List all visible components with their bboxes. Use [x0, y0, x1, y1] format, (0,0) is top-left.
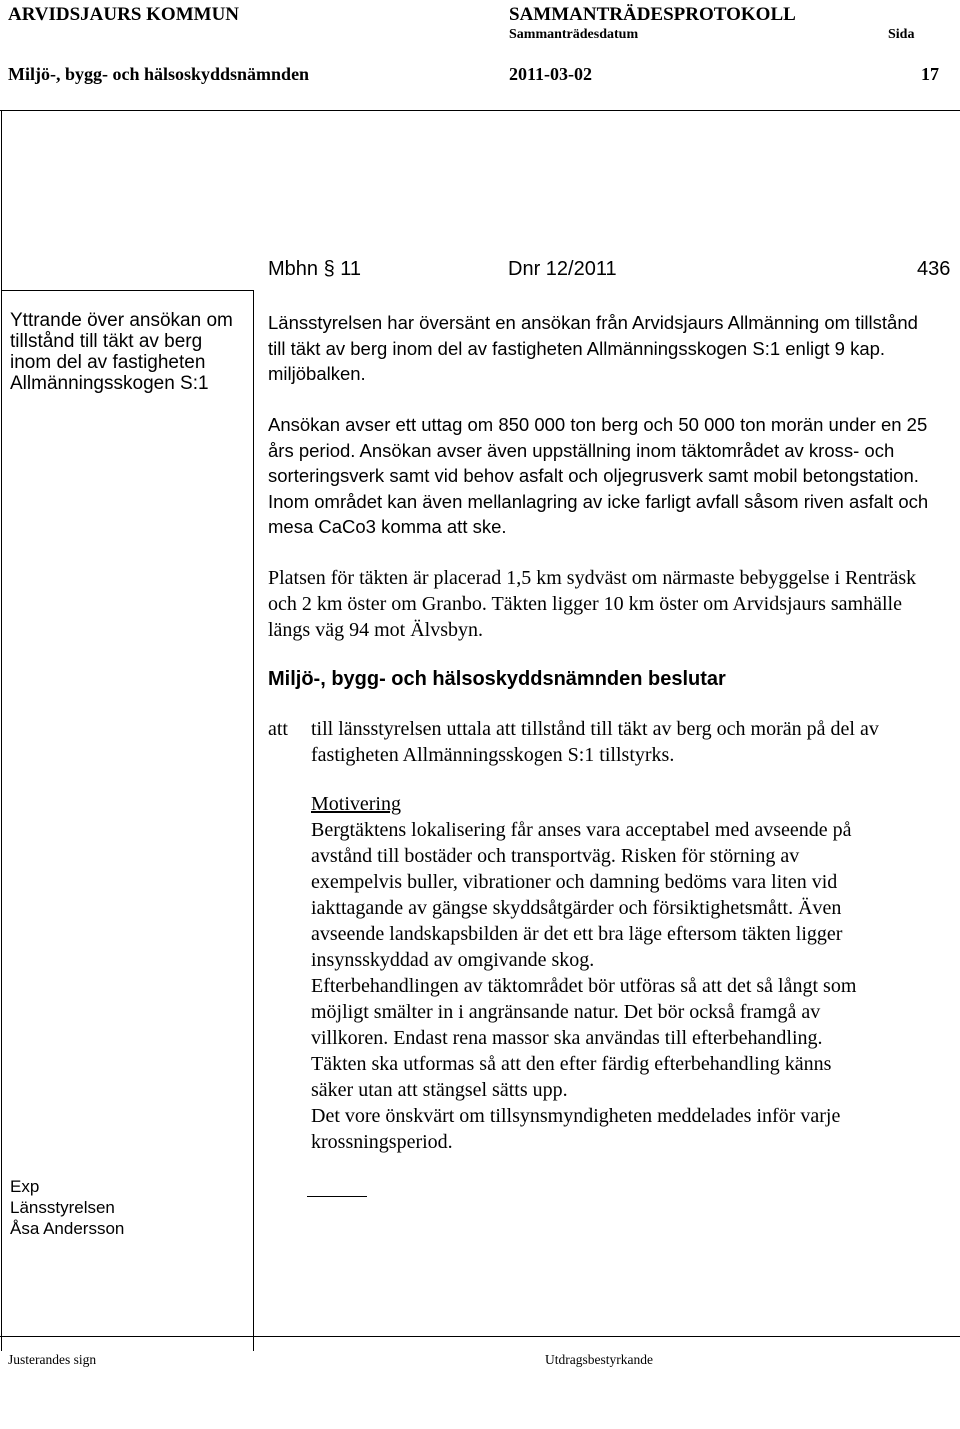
- exp-recipient: Åsa Andersson: [10, 1219, 125, 1238]
- sidebar-separator: [1, 290, 254, 291]
- motivation-line: avseende landskapsbilden är det ett bra läge eftersom täkten ligger: [311, 923, 843, 945]
- municipality-name: ARVIDSJAURS KOMMUN: [8, 4, 240, 25]
- body-paragraph-2: Ansökan avser ett uttag om 850 000 ton berg och 50 000 ton morän under en 25 års period. Ansökan avser även uppställning inom täktområdet av kross- och sorteringsverk samt vid behov asfalt och oljegrusverk samt mobil betongstation. Inom området kan även mellanlagring av icke farligt avfall såsom riven asfalt och mesa CaCo3 komma att ske.: [268, 414, 929, 537]
- motivation-text: [311, 817, 856, 1155]
- sidebar-title-line: tillstånd till täkt av berg: [10, 331, 203, 352]
- date-label: Sammanträdesdatum: [509, 27, 639, 42]
- sidebar-title-line: Allmänningsskogen S:1: [10, 373, 209, 394]
- motivation-line: exempelvis buller, vibrationer och damning bedöms vara liten vid: [311, 871, 838, 893]
- motivation-line: villkoren. Endast rena massor ska användas till efterbehandling.: [311, 1027, 823, 1049]
- meeting-date: 2011-03-02: [509, 64, 592, 84]
- motivation-line: Efterbehandlingen av täktområdet bör utföras så att det så långt som: [311, 975, 857, 997]
- motivation-line: Bergtäktens lokalisering får anses vara acceptabel med avseende på: [311, 819, 852, 841]
- motivation-line: möjligt smälter in i angränsande natur. Det bör också framgå av: [311, 1001, 821, 1023]
- decision-line: till länsstyrelsen uttala att tillstånd till täkt av berg och morän på del av: [311, 718, 879, 740]
- sidebar-title: [10, 310, 233, 394]
- motivation-line: avstånd till bostäder och transportväg. Risken för störning av: [311, 845, 800, 867]
- att-label: att: [268, 718, 288, 740]
- page-label: Sida: [888, 27, 915, 42]
- committee-name: Miljö-, bygg- och hälsoskyddsnämnden: [8, 64, 310, 84]
- decision-heading: Miljö-, bygg- och hälsoskyddsnämnden beslutar: [268, 668, 726, 690]
- motivation-line: Det vore önskvärt om tillsynsmyndigheten meddelades inför varje: [311, 1105, 841, 1127]
- exp-recipient: Länsstyrelsen: [10, 1198, 115, 1217]
- certification-label: Utdragsbestyrkande: [545, 1352, 653, 1367]
- document-type: SAMMANTRÄDESPROTOKOLL: [509, 4, 796, 25]
- distribution-list: [10, 1176, 124, 1239]
- left-border: [1, 110, 2, 1351]
- diary-number: Dnr 12/2011: [508, 258, 617, 280]
- footer-divider: [0, 1336, 960, 1337]
- motivation-line: Täkten ska utformas så att den efter färdig efterbehandling känns: [311, 1053, 832, 1075]
- motivation-line: insynsskyddad av omgivande skog.: [311, 949, 595, 971]
- motivation-line: krossningsperiod.: [311, 1131, 453, 1153]
- page-number: 17: [921, 64, 939, 84]
- decision-text: [311, 716, 879, 768]
- signature-label: Justerandes sign: [8, 1352, 97, 1367]
- header-divider: [0, 110, 960, 111]
- body-paragraph-1: Länsstyrelsen har översänt en ansökan från Arvidsjaurs Allmänning om tillstånd till täkt av berg inom del av fastigheten Allmänningsskogen S:1 enligt 9 kap. miljöbalken.: [268, 312, 918, 384]
- motivation-line: iakttagande av gängse skyddsåtgärder och försiktighetsmått. Även: [311, 897, 842, 919]
- sidebar-title-line: inom del av fastigheten: [10, 352, 206, 373]
- body-paragraph-3: Platsen för täkten är placerad 1,5 km sydväst om närmaste bebyggelse i Renträsk och 2 km öster om Granbo. Täkten ligger 10 km öster om Arvidsjaurs samhälle längs väg 94 mot Älvsbyn.: [268, 567, 917, 641]
- case-number: 436: [917, 258, 951, 280]
- exp-label: Exp: [10, 1177, 40, 1196]
- motivation-heading: Motivering: [311, 793, 401, 815]
- column-divider: [253, 290, 254, 1351]
- sidebar-title-line: Yttrande över ansökan om: [10, 310, 233, 331]
- decision-line: fastigheten Allmänningsskogen S:1 tillstyrks.: [311, 744, 675, 766]
- end-rule: [307, 1196, 367, 1197]
- motivation-line: säker utan att stängsel sätts upp.: [311, 1079, 568, 1101]
- paragraph-reference: Mbhn § 11: [268, 258, 362, 280]
